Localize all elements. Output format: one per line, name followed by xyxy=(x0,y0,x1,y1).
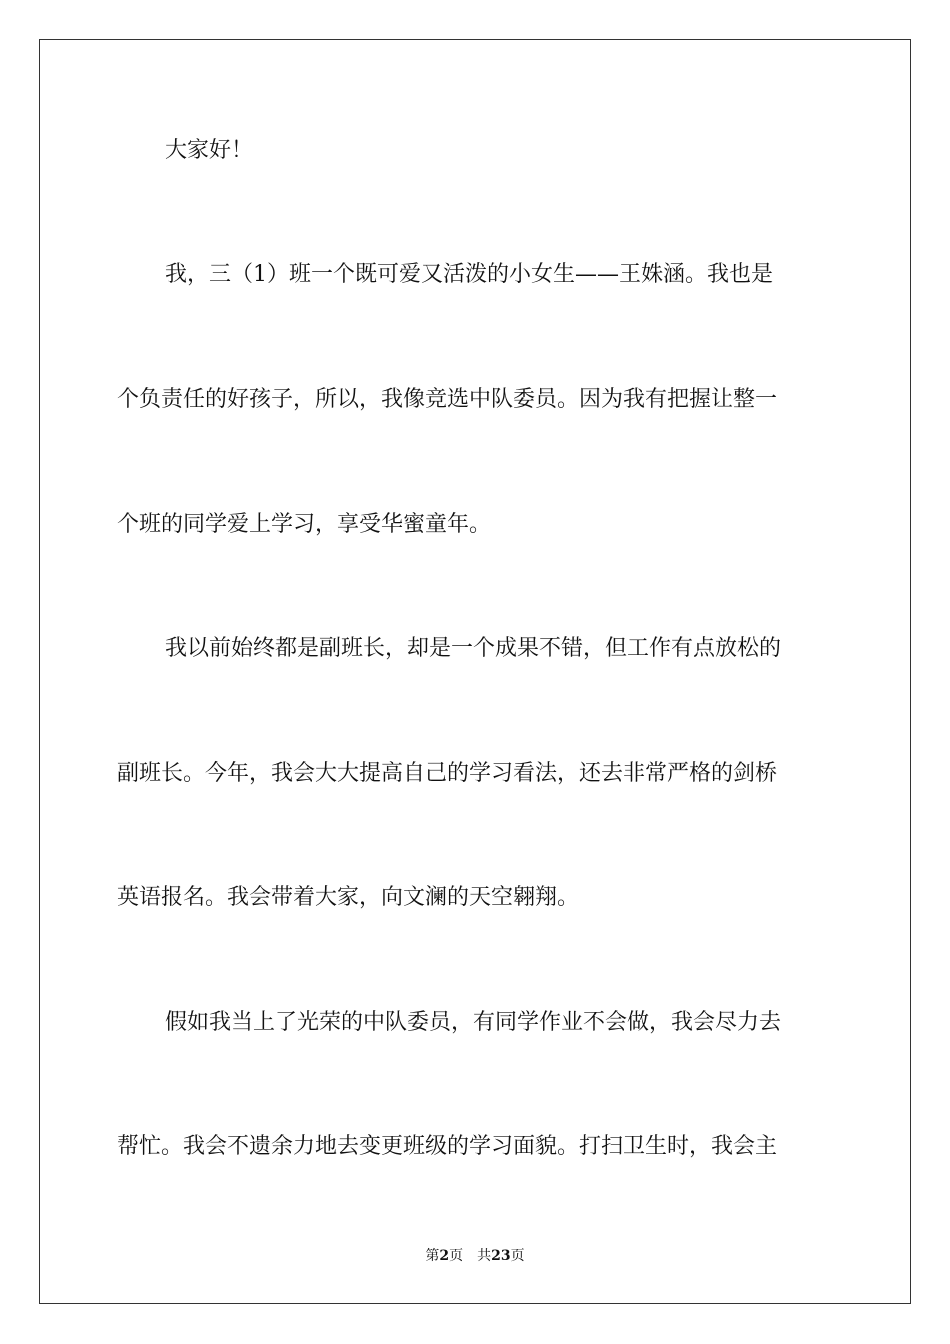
page-border xyxy=(39,39,911,1304)
text-line-4: 个班的同学爱上学习，享受华蜜童年。 xyxy=(117,512,492,537)
page-prefix: 第 xyxy=(425,1248,440,1264)
text-line-8: 假如我当上了光荣的中队委员，有同学作业不会做，我会尽力去 xyxy=(165,1010,782,1035)
total-suffix: 页 xyxy=(510,1248,525,1264)
text-line-2: 我，三（1）班一个既可爱又活泼的小女生——王姝涵。我也是 xyxy=(165,262,773,287)
total-pages: 23 xyxy=(491,1248,511,1264)
text-line-1: 大家好！ xyxy=(165,138,254,163)
page-footer xyxy=(0,1247,950,1265)
text-line-6: 副班长。今年，我会大大提高自己的学习看法，还去非常严格的剑桥 xyxy=(117,761,778,786)
page-number: 2 xyxy=(439,1248,450,1264)
text-line-9: 帮忙。我会不遗余力地去变更班级的学习面貌。打扫卫生时，我会主 xyxy=(117,1134,778,1159)
page-suffix: 页 xyxy=(449,1248,464,1264)
text-line-7: 英语报名。我会带着大家，向文澜的天空翱翔。 xyxy=(117,885,580,910)
text-line-5: 我以前始终都是副班长，却是一个成果不错，但工作有点放松的 xyxy=(165,636,782,661)
text-line-3: 个负责任的好孩子，所以，我像竞选中队委员。因为我有把握让整一 xyxy=(117,387,778,412)
total-prefix: 共 xyxy=(477,1248,492,1264)
